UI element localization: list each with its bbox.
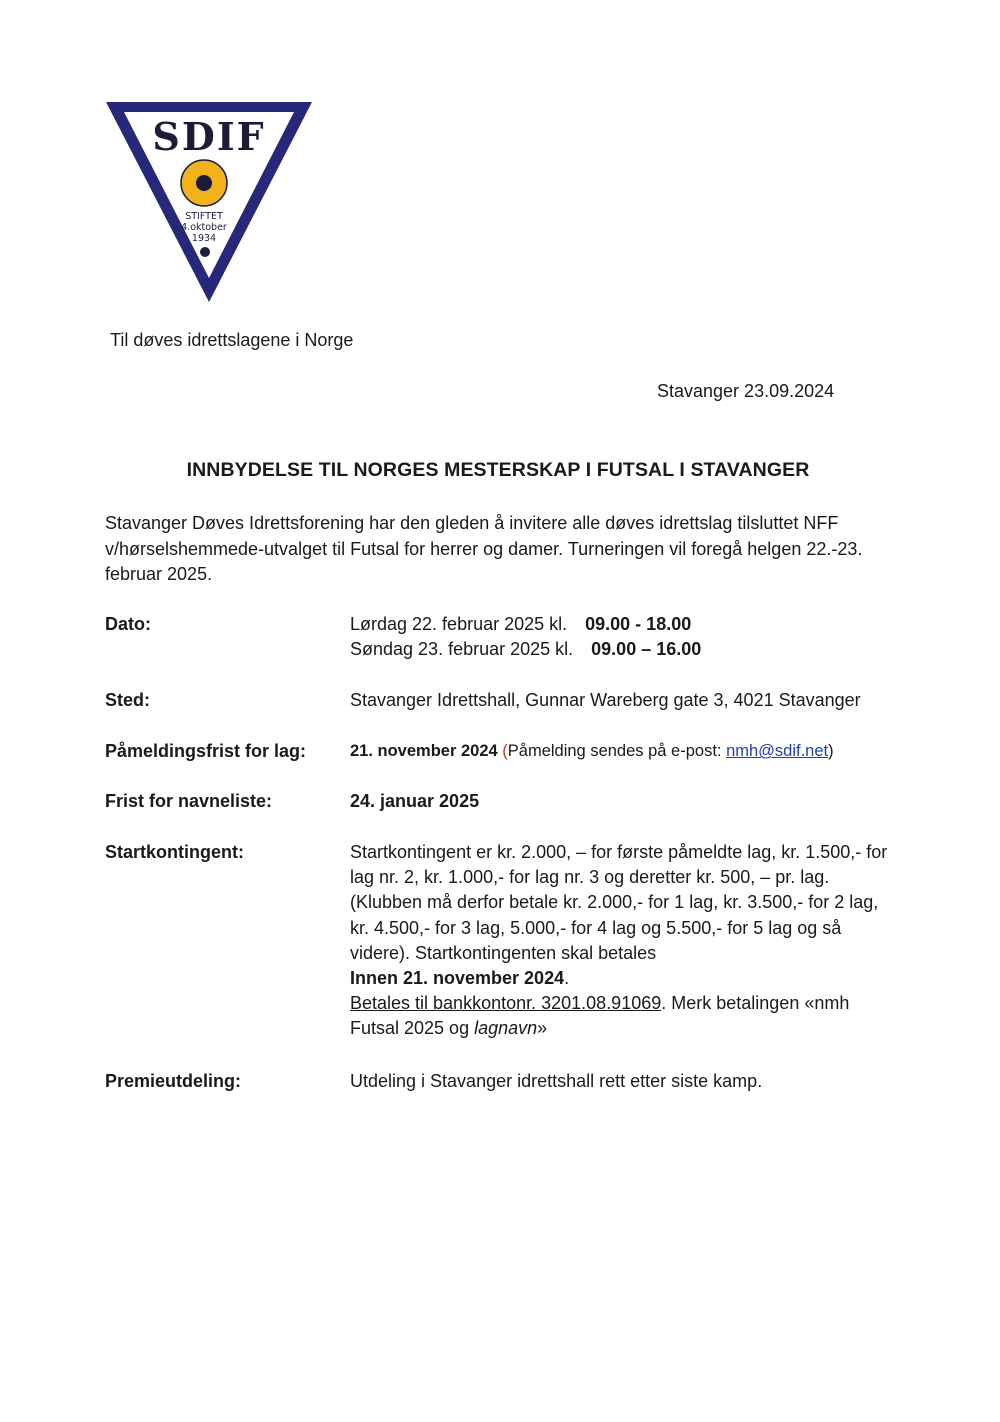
pamelding-paren-close: )	[828, 742, 834, 760]
logo-seal-line-1: STIFTET	[185, 211, 223, 222]
sdif-logo	[104, 100, 314, 306]
place-date: Stavanger 23.09.2024	[657, 381, 835, 401]
startkontingent-lagnavn: lagnavn	[474, 1018, 538, 1039]
dato-value	[350, 612, 890, 662]
pamelding-note: Påmelding sendes på e-post:	[507, 742, 727, 760]
premie-value: Utdeling i Stavanger idrettshall rett etter siste kamp.	[350, 1071, 763, 1091]
pamelding-date: 21. november 2024	[350, 742, 498, 760]
sted-value: Stavanger Idrettshall, Gunnar Wareberg gate 3, 4021 Stavanger	[350, 690, 861, 710]
document-title: INNBYDELSE TIL NORGES MESTERSKAP I FUTSAL I STAVANGER	[186, 459, 810, 481]
startkontingent-bank-after: . Merk betalingen «nmh Futsal 2025 og	[350, 993, 850, 1039]
dato-time2: 09.00 – 16.00	[591, 639, 702, 660]
pamelding-value	[350, 739, 910, 764]
logo-wordmark: SDIF	[152, 114, 266, 159]
dato-label: Dato:	[105, 614, 151, 634]
recipient-line: Til døves idrettslagene i Norge	[110, 330, 354, 350]
dato-day2: Søndag 23. februar 2025 kl.	[350, 639, 574, 660]
startkontingent-value	[350, 840, 890, 1042]
startkontingent-deadline-end: .	[564, 968, 570, 989]
dato-day1: Lørdag 22. februar 2025 kl.	[350, 614, 568, 634]
navneliste-label: Frist for navneliste:	[105, 791, 273, 811]
startkontingent-label: Startkontingent:	[105, 842, 244, 862]
pamelding-label: Påmeldingsfrist for lag:	[105, 741, 307, 761]
logo-seal-line-2: 4.oktober	[181, 222, 227, 233]
logo-dot	[200, 247, 210, 257]
sted-label: Sted:	[105, 690, 150, 710]
navneliste-date: 24. januar 2025	[350, 791, 480, 811]
logo-seal-line-3: 1934	[191, 233, 217, 244]
dato-time1: 09.00 - 18.00	[585, 614, 692, 634]
intro-paragraph: Stavanger Døves Idrettsforening har den gleden å invitere alle døves idrettslag tilsluttet NFF v/hørselshemmede-utvalget til Futsal for herrer og damer. Turneringen vil foregå helgen 22.-23. februar 2025.	[105, 513, 863, 584]
startkontingent-closing: »	[537, 1018, 548, 1039]
pamelding-email-link[interactable]: nmh@sdif.net	[726, 742, 829, 760]
pamelding-paren-open: (	[502, 742, 508, 760]
logo-sun-center	[196, 175, 212, 191]
startkontingent-text: Startkontingent er kr. 2.000, – for første påmeldte lag, kr. 1.500,- for lag nr. 2, kr. 1.000,- for lag nr. 3 og deretter kr. 500, – pr. lag. (Klubben må derfor betale kr. 2.000,- for 1 lag, kr. 3.500,- for 2 lag, kr. 4.500,- for 3 lag, 5.000,- for 4 lag og 5.500,- for 5 lag og så videre). Startkontingenten skal betales	[350, 842, 888, 963]
premie-label: Premieutdeling:	[105, 1071, 242, 1091]
startkontingent-bank: Betales til bankkontonr. 3201.08.91069	[350, 993, 662, 1014]
startkontingent-deadline: Innen 21. november 2024	[350, 968, 565, 989]
